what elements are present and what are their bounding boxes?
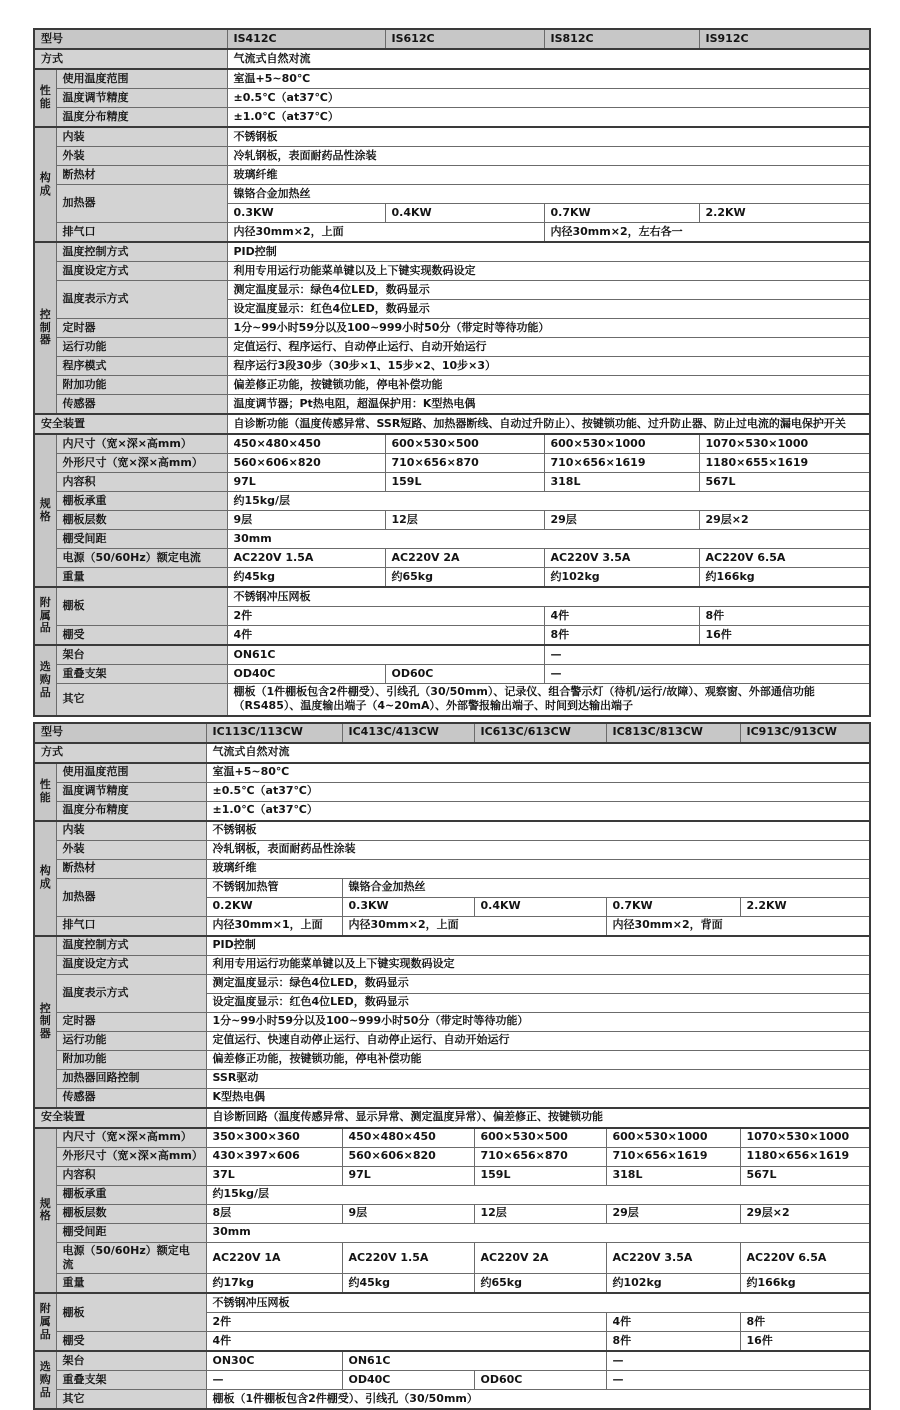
table-row (34, 723, 870, 743)
spec-value-cell: 1070×530×1000 (740, 1128, 870, 1148)
table-row (34, 1147, 870, 1166)
row-label: 内装 (56, 127, 227, 147)
spec-value-cell: 不锈钢冲压网板 (206, 1293, 870, 1313)
spec-value-cell: 450×480×450 (342, 1128, 474, 1148)
spec-value-cell: 测定温度显示：绿色4位LED，数码显示 (227, 281, 870, 300)
row-label: 温度分布精度 (56, 108, 227, 128)
group-label: 规格 (34, 434, 56, 587)
table-row (34, 376, 870, 395)
spec-value-cell: 318L (606, 1166, 740, 1185)
model-header-cell: 型号 (34, 723, 206, 743)
spec-value-cell: 710×656×1619 (544, 454, 699, 473)
row-label: 外装 (56, 840, 206, 859)
row-label: 温度分布精度 (56, 801, 206, 821)
spec-value-cell: ±0.5℃（at37℃） (206, 782, 870, 801)
row-label: 温度表示方式 (56, 281, 227, 319)
table-row (34, 1223, 870, 1242)
row-label: 内容积 (56, 1166, 206, 1185)
row-label: 加热器回路控制 (56, 1069, 206, 1088)
group-label: 构成 (34, 821, 56, 936)
spec-value-cell: AC220V 1.5A (342, 1242, 474, 1274)
model-header-cell: 型号 (34, 29, 227, 49)
spec-value-cell: 567L (740, 1166, 870, 1185)
table-row (34, 1012, 870, 1031)
row-label: 内尺寸（宽×深×高mm） (56, 1128, 206, 1148)
table-row (34, 108, 870, 128)
spec-value-cell: AC220V 3.5A (606, 1242, 740, 1274)
spec-value-cell: 2件 (206, 1313, 606, 1332)
table-row (34, 684, 870, 716)
table-row (34, 782, 870, 801)
spec-value-cell: 8件 (544, 626, 699, 646)
table-row (34, 763, 870, 783)
spec-value-cell: 设定温度显示：红色4位LED，数码显示 (227, 300, 870, 319)
row-label: 温度控制方式 (56, 242, 227, 262)
row-label: 电源（50/60Hz）额定电流 (56, 1242, 206, 1274)
spec-value-cell: 0.4KW (385, 204, 544, 223)
table-row (34, 1088, 870, 1108)
spec-table-ic-series (33, 722, 871, 1410)
spec-value-cell: 约166kg (699, 568, 870, 588)
spec-value-cell: 0.4KW (474, 897, 606, 916)
spec-value-cell: 710×656×870 (385, 454, 544, 473)
spec-value-cell: 0.3KW (227, 204, 385, 223)
spec-value-cell: 0.7KW (544, 204, 699, 223)
spec-value-cell: OD60C (474, 1371, 606, 1390)
table-row (34, 281, 870, 300)
row-label: 棚受间距 (56, 530, 227, 549)
row-label: 重叠支架 (56, 1371, 206, 1390)
row-label: 重量 (56, 1274, 206, 1294)
spec-value-cell: — (544, 665, 870, 684)
spec-value-cell: 9层 (227, 511, 385, 530)
table-row (34, 49, 870, 69)
row-label: 棚板层数 (56, 1204, 206, 1223)
row-label: 温度调节精度 (56, 89, 227, 108)
spec-value-cell: 4件 (227, 626, 544, 646)
spec-value-cell: 29层×2 (699, 511, 870, 530)
spec-value-cell: 350×300×360 (206, 1128, 342, 1148)
spec-value-cell: 4件 (206, 1332, 606, 1352)
row-label-wide: 方式 (34, 49, 227, 69)
table-row (34, 434, 870, 454)
spec-value-cell: — (606, 1351, 870, 1371)
group-label: 控制器 (34, 242, 56, 414)
spec-value-cell: 1180×655×1619 (699, 454, 870, 473)
spec-value-cell: 4件 (606, 1313, 740, 1332)
spec-value-cell: 室温+5~80℃ (206, 763, 870, 783)
table-row (34, 916, 870, 936)
row-label: 传感器 (56, 395, 227, 415)
table-row (34, 414, 870, 434)
row-label: 棚受 (56, 1332, 206, 1352)
row-label: 温度设定方式 (56, 262, 227, 281)
row-label: 重叠支架 (56, 665, 227, 684)
spec-value-cell: 2.2KW (699, 204, 870, 223)
spec-value-cell: ±0.5℃（at37℃） (227, 89, 870, 108)
spec-value-cell: AC220V 6.5A (740, 1242, 870, 1274)
model-header-cell: IC913C/913CW (740, 723, 870, 743)
table-row (34, 357, 870, 376)
group-label: 附属品 (34, 1293, 56, 1351)
spec-value-cell: 玻璃纤维 (227, 166, 870, 185)
spec-value-cell: 内径30mm×2，左右各一 (544, 223, 870, 243)
table-row (34, 955, 870, 974)
spec-value-cell: 450×480×450 (227, 434, 385, 454)
spec-value-cell: 定值运行、快速自动停止运行、自动停止运行、自动开始运行 (206, 1031, 870, 1050)
row-label: 内尺寸（宽×深×高mm） (56, 434, 227, 454)
model-header-cell: IS812C (544, 29, 699, 49)
spec-value-cell: ON61C (342, 1351, 606, 1371)
spec-value-cell: 2件 (227, 607, 544, 626)
spec-value-cell: AC220V 2A (385, 549, 544, 568)
row-label: 加热器 (56, 185, 227, 223)
spec-value-cell: 710×656×870 (474, 1147, 606, 1166)
table-row (34, 473, 870, 492)
row-label: 棚板承重 (56, 492, 227, 511)
table-row (34, 1204, 870, 1223)
spec-value-cell: 430×397×606 (206, 1147, 342, 1166)
spec-value-cell: 偏差修正功能，按键锁功能，停电补偿功能 (227, 376, 870, 395)
spec-value-cell: 600×530×500 (385, 434, 544, 454)
spec-value-cell: 约102kg (544, 568, 699, 588)
spec-value-cell: 约65kg (385, 568, 544, 588)
table-row (34, 801, 870, 821)
table-row (34, 743, 870, 763)
row-label: 棚板 (56, 587, 227, 626)
table-row (34, 1351, 870, 1371)
group-label: 选购品 (34, 1351, 56, 1409)
table-row (34, 511, 870, 530)
spec-value-cell: 1分~99小时59分以及100~999小时50分（带定时等待功能） (206, 1012, 870, 1031)
row-label: 架台 (56, 1351, 206, 1371)
table-row (34, 1128, 870, 1148)
row-label: 外形尺寸（宽×深×高mm） (56, 1147, 206, 1166)
group-label: 附属品 (34, 587, 56, 645)
row-label: 传感器 (56, 1088, 206, 1108)
spec-value-cell: 内径30mm×2，背面 (606, 916, 870, 936)
row-label: 程序模式 (56, 357, 227, 376)
spec-value-cell: 0.7KW (606, 897, 740, 916)
spec-value-cell: AC220V 3.5A (544, 549, 699, 568)
table-row (34, 859, 870, 878)
table-row (34, 338, 870, 357)
spec-value-cell: OD40C (227, 665, 385, 684)
group-label: 控制器 (34, 936, 56, 1108)
row-label: 棚受间距 (56, 1223, 206, 1242)
row-label: 断热材 (56, 166, 227, 185)
spec-value-cell: 不锈钢冲压网板 (227, 587, 870, 607)
spec-value-cell: 12层 (385, 511, 544, 530)
spec-table-is-series (33, 28, 871, 717)
group-label: 选购品 (34, 645, 56, 716)
spec-value-cell: 560×606×820 (342, 1147, 474, 1166)
table-row (34, 166, 870, 185)
group-label: 规格 (34, 1128, 56, 1294)
table-row (34, 319, 870, 338)
table-row (34, 29, 870, 49)
group-label: 性能 (34, 69, 56, 127)
spec-value-cell: PID控制 (227, 242, 870, 262)
spec-value-cell: 设定温度显示：红色4位LED，数码显示 (206, 993, 870, 1012)
row-label: 其它 (56, 1390, 206, 1410)
spec-value-cell: SSR驱动 (206, 1069, 870, 1088)
table-row (34, 645, 870, 665)
model-header-cell: IS912C (699, 29, 870, 49)
table-row (34, 262, 870, 281)
spec-value-cell: 约45kg (342, 1274, 474, 1294)
spec-value-cell: 程序运行3段30步（30步×1、15步×2、10步×3） (227, 357, 870, 376)
spec-value-cell: 棚板（1件棚板包含2件棚受）、引线孔（30/50mm） (206, 1390, 870, 1410)
table-row (34, 878, 870, 897)
spec-value-cell: 1070×530×1000 (699, 434, 870, 454)
row-label: 外装 (56, 147, 227, 166)
table-row (34, 1166, 870, 1185)
spec-value-cell: 约15kg/层 (206, 1185, 870, 1204)
row-label: 外形尺寸（宽×深×高mm） (56, 454, 227, 473)
spec-value-cell: 定值运行、程序运行、自动停止运行、自动开始运行 (227, 338, 870, 357)
spec-value-cell: — (544, 645, 870, 665)
spec-value-cell: 气流式自然对流 (206, 743, 870, 763)
row-label: 附加功能 (56, 376, 227, 395)
table-row (34, 1242, 870, 1274)
spec-value-cell: 内径30mm×1，上面 (206, 916, 342, 936)
row-label: 加热器 (56, 878, 206, 916)
row-label: 棚板承重 (56, 1185, 206, 1204)
group-label: 性能 (34, 763, 56, 821)
row-label: 温度控制方式 (56, 936, 206, 956)
row-label-wide: 方式 (34, 743, 206, 763)
spec-value-cell: 约45kg (227, 568, 385, 588)
row-label: 排气口 (56, 223, 227, 243)
spec-value-cell: 37L (206, 1166, 342, 1185)
table-row (34, 568, 870, 588)
spec-value-cell: 不锈钢加热管 (206, 878, 342, 897)
row-label: 温度调节精度 (56, 782, 206, 801)
spec-value-cell: 镍铬合金加热丝 (227, 185, 870, 204)
row-label: 重量 (56, 568, 227, 588)
table-row (34, 1031, 870, 1050)
row-label: 温度表示方式 (56, 974, 206, 1012)
group-label: 构成 (34, 127, 56, 242)
table-row (34, 549, 870, 568)
spec-value-cell: 棚板（1件棚板包含2件棚受）、引线孔（30/50mm）、记录仪、组合警示灯（待机/运行/故障）、观察窗、外部通信功能（RS485）、温度输出端子（4~20mA）、外部警报输出端子、时间到达输出端子 (227, 684, 870, 716)
spec-value-cell: 1分~99小时59分以及100~999小时50分（带定时等待功能） (227, 319, 870, 338)
model-header-cell: IS612C (385, 29, 544, 49)
table-row (34, 530, 870, 549)
model-header-cell: IS412C (227, 29, 385, 49)
row-label: 棚板层数 (56, 511, 227, 530)
model-header-cell: IC113C/113CW (206, 723, 342, 743)
model-header-cell: IC413C/413CW (342, 723, 474, 743)
spec-value-cell: ±1.0℃（at37℃） (227, 108, 870, 128)
spec-value-cell: 自诊断功能（温度传感异常、SSR短路、加热器断线、自动过升防止）、按键锁功能、过升防止器、防止过电流的漏电保护开关 (227, 414, 870, 434)
model-header-cell: IC813C/813CW (606, 723, 740, 743)
row-label: 架台 (56, 645, 227, 665)
spec-value-cell: 600×530×1000 (544, 434, 699, 454)
spec-value-cell: 159L (385, 473, 544, 492)
spec-value-cell: ±1.0℃（at37℃） (206, 801, 870, 821)
spec-value-cell: 冷轧钢板，表面耐药品性涂装 (227, 147, 870, 166)
row-label: 内容积 (56, 473, 227, 492)
spec-value-cell: K型热电偶 (206, 1088, 870, 1108)
model-header-cell: IC613C/613CW (474, 723, 606, 743)
row-label: 定时器 (56, 319, 227, 338)
row-label: 附加功能 (56, 1050, 206, 1069)
spec-value-cell: 567L (699, 473, 870, 492)
row-label: 排气口 (56, 916, 206, 936)
table-row (34, 1293, 870, 1313)
spec-value-cell: 镍铬合金加热丝 (342, 878, 870, 897)
table-row (34, 665, 870, 684)
table-row (34, 1050, 870, 1069)
spec-value-cell: 内径30mm×2，上面 (227, 223, 544, 243)
spec-value-cell: 9层 (342, 1204, 474, 1223)
spec-value-cell: 8件 (699, 607, 870, 626)
table-row (34, 840, 870, 859)
spec-value-cell: 29层 (606, 1204, 740, 1223)
spec-value-cell: 气流式自然对流 (227, 49, 870, 69)
table-row (34, 185, 870, 204)
spec-value-cell: 8层 (206, 1204, 342, 1223)
spec-value-cell: 不锈钢板 (227, 127, 870, 147)
spec-value-cell: 318L (544, 473, 699, 492)
spec-value-cell: 710×656×1619 (606, 1147, 740, 1166)
table-row (34, 936, 870, 956)
spec-value-cell: 8件 (606, 1332, 740, 1352)
row-label: 使用温度范围 (56, 69, 227, 89)
spec-value-cell: 约17kg (206, 1274, 342, 1294)
table-row (34, 1390, 870, 1410)
row-label: 棚受 (56, 626, 227, 646)
table-row (34, 1069, 870, 1088)
spec-value-cell: 利用专用运行功能菜单键以及上下键实现数码设定 (227, 262, 870, 281)
spec-value-cell: 冷轧钢板，表面耐药品性涂装 (206, 840, 870, 859)
table-row (34, 974, 870, 993)
spec-value-cell: OD60C (385, 665, 544, 684)
spec-value-cell: 0.3KW (342, 897, 474, 916)
row-label-wide: 安全装置 (34, 1108, 206, 1128)
table-row (34, 626, 870, 646)
spec-value-cell: 97L (342, 1166, 474, 1185)
table-row (34, 69, 870, 89)
table-row (34, 1332, 870, 1352)
row-label: 使用温度范围 (56, 763, 206, 783)
spec-value-cell: 1180×656×1619 (740, 1147, 870, 1166)
spec-value-cell: 97L (227, 473, 385, 492)
spec-value-cell: 600×530×1000 (606, 1128, 740, 1148)
table-row (34, 454, 870, 473)
spec-value-cell: 2.2KW (740, 897, 870, 916)
spec-value-cell: 16件 (699, 626, 870, 646)
row-label: 棚板 (56, 1293, 206, 1332)
spec-value-cell: 0.2KW (206, 897, 342, 916)
table-row (34, 1371, 870, 1390)
spec-value-cell: 4件 (544, 607, 699, 626)
table-row (34, 492, 870, 511)
spec-value-cell: AC220V 1A (206, 1242, 342, 1274)
spec-value-cell: — (606, 1371, 870, 1390)
table-row (34, 223, 870, 243)
spec-value-cell: 偏差修正功能，按键锁功能，停电补偿功能 (206, 1050, 870, 1069)
spec-value-cell: 12层 (474, 1204, 606, 1223)
spec-value-cell: 8件 (740, 1313, 870, 1332)
row-label: 断热材 (56, 859, 206, 878)
spec-value-cell: 温度调节器；Pt热电阻，超温保护用：K型热电偶 (227, 395, 870, 415)
table-row (34, 821, 870, 841)
spec-value-cell: 29层×2 (740, 1204, 870, 1223)
spec-value-cell: AC220V 2A (474, 1242, 606, 1274)
spec-value-cell: AC220V 1.5A (227, 549, 385, 568)
spec-value-cell: 玻璃纤维 (206, 859, 870, 878)
row-label: 内装 (56, 821, 206, 841)
table-row (34, 147, 870, 166)
spec-value-cell: 600×530×500 (474, 1128, 606, 1148)
spec-value-cell: OD40C (342, 1371, 474, 1390)
spec-value-cell: 内径30mm×2，上面 (342, 916, 606, 936)
spec-value-cell: PID控制 (206, 936, 870, 956)
spec-value-cell: 约15kg/层 (227, 492, 870, 511)
row-label: 电源（50/60Hz）额定电流 (56, 549, 227, 568)
table-row (34, 242, 870, 262)
spec-value-cell: 约65kg (474, 1274, 606, 1294)
spec-value-cell: 测定温度显示：绿色4位LED，数码显示 (206, 974, 870, 993)
table-row (34, 587, 870, 607)
spec-value-cell: AC220V 6.5A (699, 549, 870, 568)
spec-value-cell: 室温+5~80℃ (227, 69, 870, 89)
row-label: 运行功能 (56, 338, 227, 357)
spec-value-cell: 30mm (206, 1223, 870, 1242)
spec-value-cell: 约166kg (740, 1274, 870, 1294)
spec-value-cell: 560×606×820 (227, 454, 385, 473)
row-label: 运行功能 (56, 1031, 206, 1050)
spec-value-cell: 约102kg (606, 1274, 740, 1294)
spec-value-cell: 利用专用运行功能菜单键以及上下键实现数码设定 (206, 955, 870, 974)
spec-value-cell: 16件 (740, 1332, 870, 1352)
spec-value-cell: 159L (474, 1166, 606, 1185)
spec-value-cell: 不锈钢板 (206, 821, 870, 841)
table-row (34, 89, 870, 108)
row-label: 温度设定方式 (56, 955, 206, 974)
table-row (34, 1274, 870, 1294)
spec-value-cell: ON61C (227, 645, 544, 665)
row-label: 定时器 (56, 1012, 206, 1031)
table-row (34, 1108, 870, 1128)
spec-value-cell: ON30C (206, 1351, 342, 1371)
row-label: 其它 (56, 684, 227, 716)
table-row (34, 1185, 870, 1204)
spec-value-cell: 29层 (544, 511, 699, 530)
spec-value-cell: — (206, 1371, 342, 1390)
spec-value-cell: 自诊断回路（温度传感异常、显示异常、测定温度异常）、偏差修正、按键锁功能 (206, 1108, 870, 1128)
spec-value-cell: 30mm (227, 530, 870, 549)
table-row (34, 127, 870, 147)
row-label-wide: 安全装置 (34, 414, 227, 434)
table-row (34, 395, 870, 415)
